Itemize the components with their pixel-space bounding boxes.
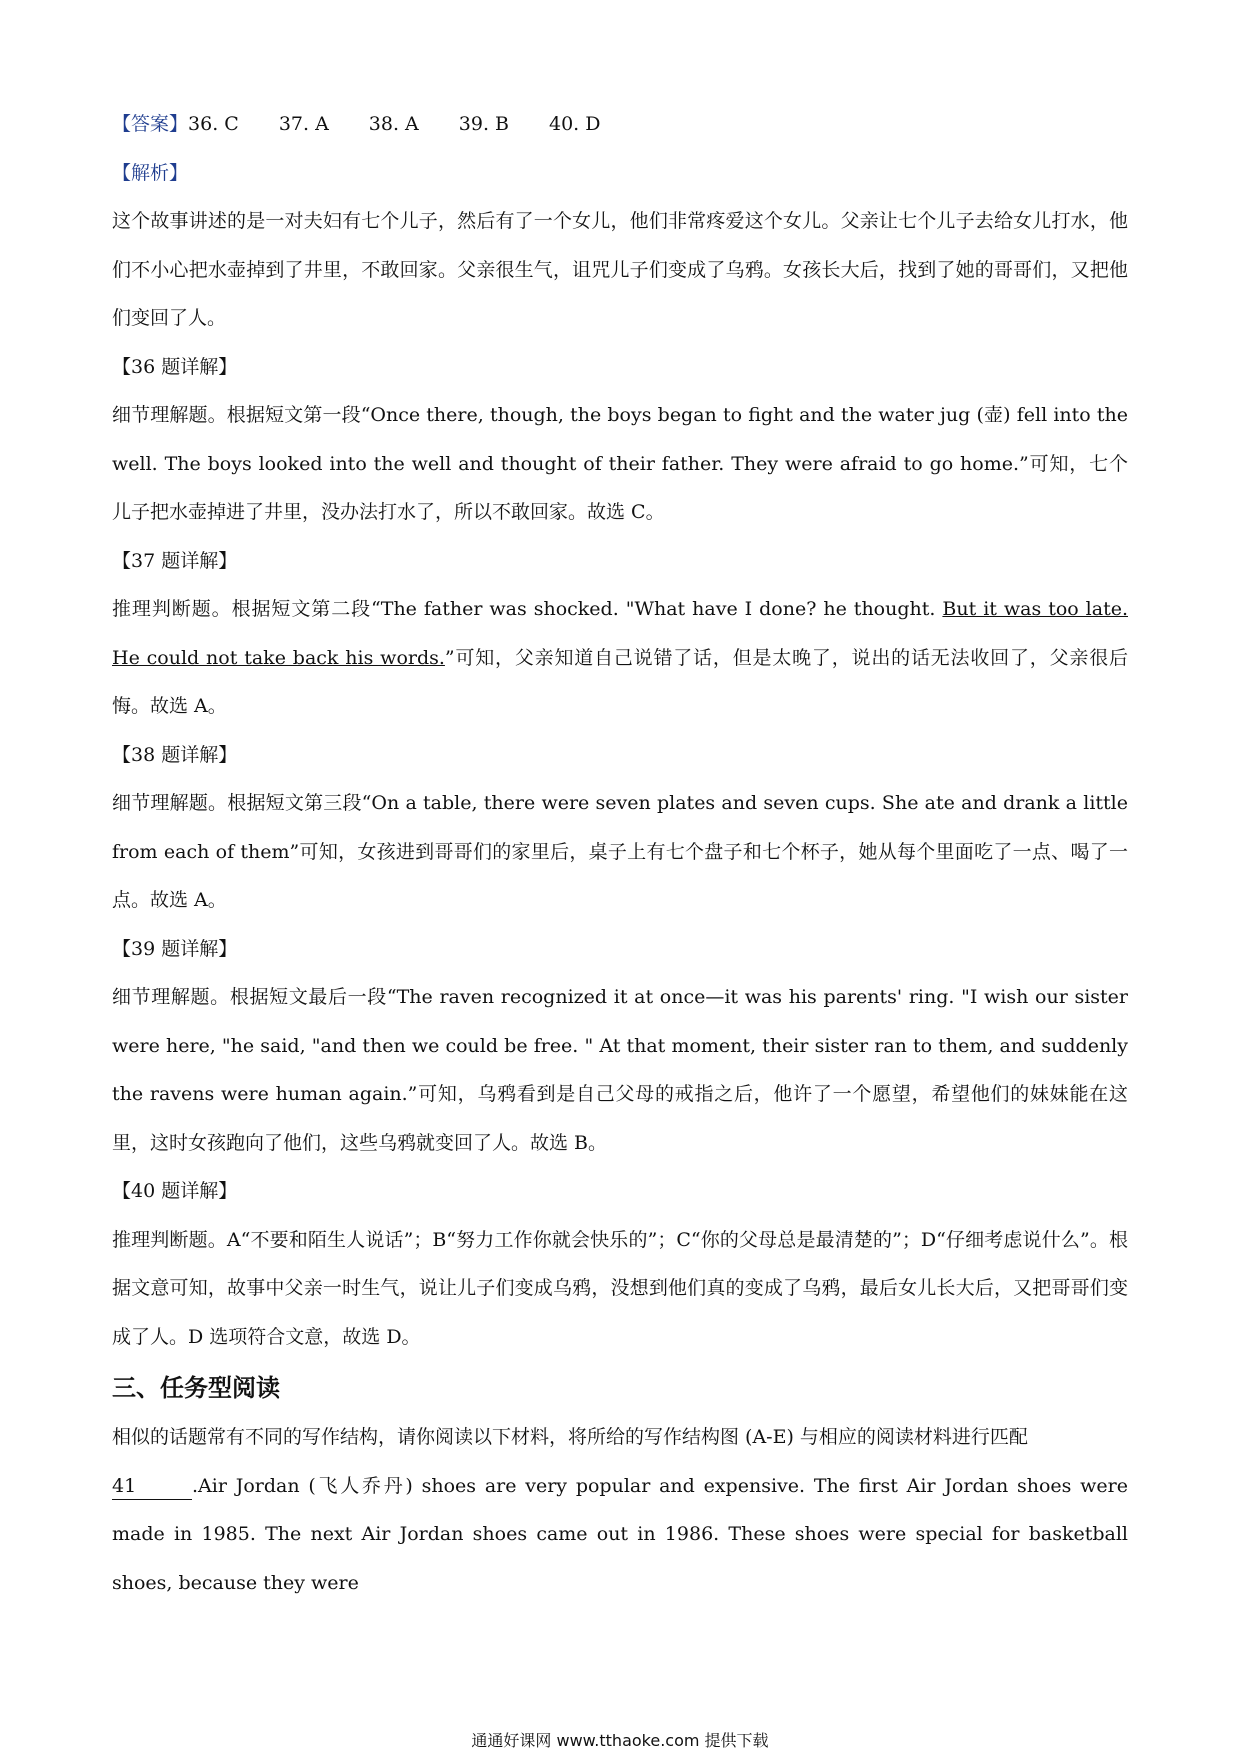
q39-explanation: 细节理解题。根据短文最后一段“The raven recognized it at once—it was his parents' ring. "I wish our sister were here, "he said, "and then we could be free. " At that moment, their sister ran to them, and suddenly the ravens were human again.”可知，乌鸦看到是自己父母的戒指之后，他许了一个愿望，希望他们的妹妹能在这里，这时女孩跑向了他们，这些乌鸦就变回了人。故选 B。: [112, 986, 1128, 1154]
story-summary: 这个故事讲述的是一对夫妇有七个儿子，然后有了一个女儿，他们非常疼爱这个女儿。父亲让七个儿子去给女儿打水，他们不小心把水壶掉到了井里，不敢回家。父亲很生气，诅咒儿子们变成了乌鸦。女孩长大后，找到了她的哥哥们，又把他们变回了人。: [112, 210, 1128, 329]
q37-underlined-quote: But it was too late. He could not take back his words.: [112, 598, 1128, 669]
passage-41-text: .Air Jordan (飞人乔丹) shoes are very popular and expensive. The first Air Jordan shoes were made in 1985. The next Air Jordan shoes came out in 1986. These shoes were special for basketball shoes, because they were: [112, 1474, 1128, 1594]
answer-item: 37. A: [278, 113, 329, 135]
passage-41: [112, 1462, 1128, 1608]
q37-text-start: 推理判断题。根据短文第二段“The father was shocked. "What have I done? he thought.: [112, 598, 943, 620]
q36-heading: 【36 题详解】: [112, 355, 238, 378]
q37-explanation: [112, 585, 1128, 731]
answer-label: 【答案】: [112, 113, 189, 135]
page-footer: 通通好课网 www.tthaoke.com 提供下载: [471, 1731, 769, 1750]
q39-heading: 【39 题详解】: [112, 937, 238, 960]
q36-explanation: 细节理解题。根据短文第一段“Once there, though, the boys began to fight and the water jug (壶) fell into the well. The boys looked into the well and thought of their father. They were afraid to go home.”可知，七个儿子把水壶掉进了井里，没办法打水了，所以不敢回家。故选 C。: [112, 404, 1128, 523]
answer-item: 40. D: [549, 113, 601, 135]
q40-explanation: 推理判断题。A“不要和陌生人说话”；B“努力工作你就会快乐的”；C“你的父母总是最清楚的”；D“仔细考虑说什么”。根据文意可知，故事中父亲一时生气，说让儿子们变成乌鸦，没想到他们真的变成了乌鸦，最后女儿长大后，又把哥哥们变成了人。D 选项符合文意，故选 D。: [112, 1228, 1128, 1348]
q37-text-end: ”可知，父亲知道自己说错了话，但是太晚了，说出的话无法收回了，父亲很后悔。故选 A。: [112, 646, 1128, 717]
answer-line: [112, 100, 1128, 149]
answer-item: 36. C: [188, 113, 239, 135]
section-instructions: 相似的话题常有不同的写作结构，请你阅读以下材料，将所给的写作结构图 (A-E) 与相应的阅读材料进行匹配: [112, 1426, 1028, 1448]
blank-41: 41: [112, 1473, 192, 1500]
document-body: [112, 100, 1128, 1607]
q40-heading: 【40 题详解】: [112, 1180, 238, 1202]
analysis-label: 【解析】: [112, 161, 189, 184]
answer-item: 38. A: [368, 113, 419, 135]
q37-heading: 【37 题详解】: [112, 549, 238, 572]
q38-heading: 【38 题详解】: [112, 743, 238, 766]
section-title: 三、任务型阅读: [112, 1374, 280, 1402]
q38-explanation: 细节理解题。根据短文第三段“On a table, there were seven plates and seven cups. She ate and drank a little from each of them”可知，女孩进到哥哥们的家里后，桌子上有七个盘子和七个杯子，她从每个里面吃了一点、喝了一点。故选 A。: [112, 792, 1128, 911]
answer-item: 39. B: [458, 113, 509, 135]
